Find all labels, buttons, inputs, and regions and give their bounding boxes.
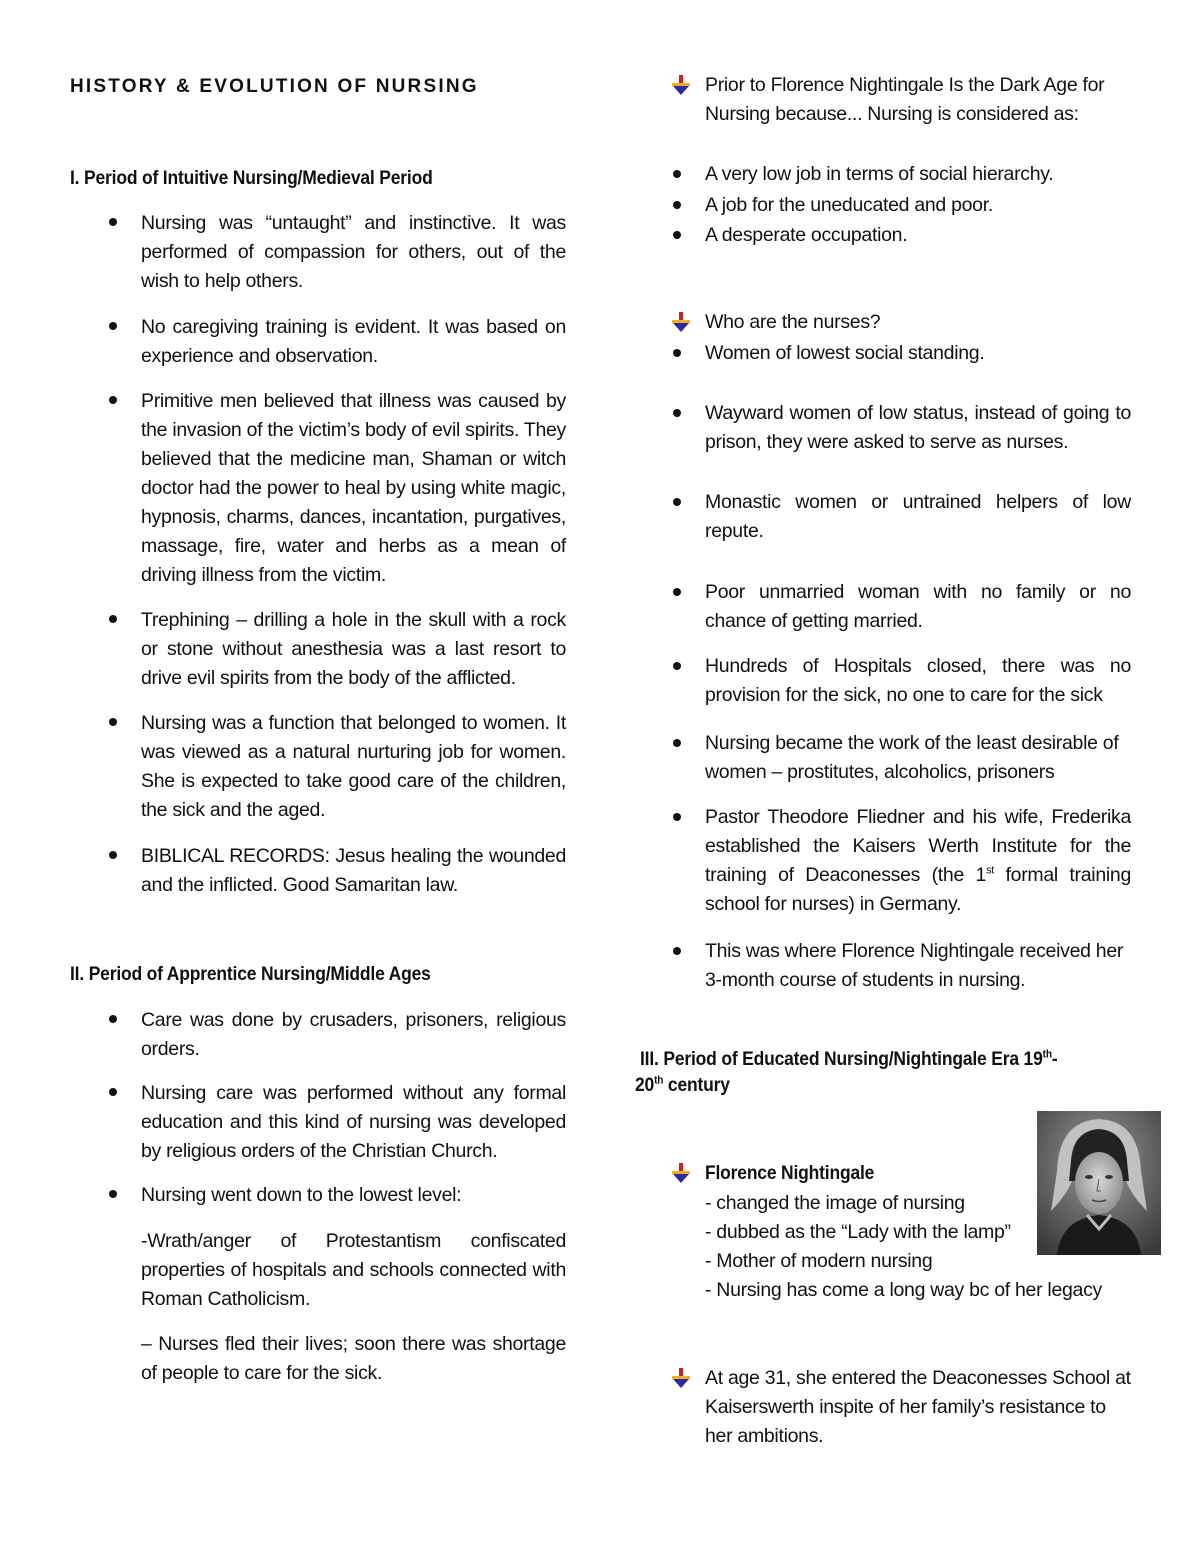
list-item: Monastic women or untrained helpers of low repute. xyxy=(705,491,1131,542)
bullet-icon xyxy=(109,322,117,330)
bullet-icon xyxy=(673,231,681,239)
who-question: Who are the nurses? xyxy=(705,311,881,333)
sub-paragraph: – Nurses fled their lives; soon there was shortage of people to care for the sick. xyxy=(141,1333,566,1384)
bullet-icon xyxy=(673,813,681,821)
superscript-th: th xyxy=(1042,1048,1052,1061)
intro-paragraph: Prior to Florence Nightingale Is the Dark Age for Nursing because... Nursing is considered as: xyxy=(705,74,1105,125)
superscript-st: st xyxy=(986,864,995,877)
section3-heading-line2 xyxy=(635,1075,730,1097)
bullet-icon xyxy=(673,170,681,178)
fn-line: - dubbed as the “Lady with the lamp” xyxy=(705,1221,1011,1243)
bullet-icon xyxy=(673,409,681,417)
fn-line: - Nursing has come a long way bc of her legacy xyxy=(705,1279,1102,1301)
list-item: Women of lowest social standing. xyxy=(705,342,985,364)
arrow-down-bullet-icon xyxy=(670,1162,692,1184)
list-item: Trephining – drilling a hole in the skull with a rock or stone without anesthesia was a last resort to drive evil spirits from the body of the afflicted. xyxy=(141,609,566,689)
list-item: This was where Florence Nightingale received her 3-month course of students in nursing. xyxy=(705,940,1124,991)
bullet-icon xyxy=(673,498,681,506)
section3-heading xyxy=(640,1044,1132,1075)
section2-heading: II. Period of Apprentice Nursing/Middle Ages xyxy=(70,964,431,985)
list-item: Nursing care was performed without any formal education and this kind of nursing was developed by religious orders of the Christian Church. xyxy=(141,1082,566,1162)
heading-part: 20 xyxy=(635,1075,655,1096)
bullet-icon xyxy=(109,615,117,623)
list-item xyxy=(705,803,1131,919)
fliedner-text-a: Pastor Theodore Fliedner and his wife, Frederika established the Kaisers Werth Institute for the training of Deaconesses (the 1 xyxy=(705,806,1131,886)
bullet-icon xyxy=(673,588,681,596)
superscript-th: th xyxy=(654,1074,664,1087)
fn-line: - changed the image of nursing xyxy=(705,1192,965,1214)
list-item: Wayward women of low status, instead of going to prison, they were asked to serve as nurses. xyxy=(705,402,1131,453)
list-item: Poor unmarried woman with no family or no chance of getting married. xyxy=(705,581,1131,632)
list-item: Nursing went down to the lowest level: xyxy=(141,1184,462,1206)
bullet-icon xyxy=(109,218,117,226)
heading-dash: - xyxy=(1051,1049,1058,1070)
age31-paragraph: At age 31, she entered the Deaconesses School at Kaiserswerth inspite of her family’s resistance to her ambitions. xyxy=(705,1367,1131,1447)
list-item: Nursing was “untaught” and instinctive. It was performed of compassion for others, out of the wish to help others. xyxy=(141,212,566,292)
list-item: A desperate occupation. xyxy=(705,224,908,246)
bullet-icon xyxy=(673,947,681,955)
heading-part: III. Period of Educated Nursing/Nightingale Era 19 xyxy=(640,1049,1043,1070)
bullet-icon xyxy=(673,349,681,357)
bullet-icon xyxy=(109,718,117,726)
list-item: Nursing was a function that belonged to women. It was viewed as a natural nurturing job for women. She is expected to take good care of the children, the sick and the aged. xyxy=(141,712,566,821)
list-item: BIBLICAL RECORDS: Jesus healing the wounded and the inflicted. Good Samaritan law. xyxy=(141,845,566,896)
document-title: HISTORY & EVOLUTION OF NURSING xyxy=(70,76,479,97)
bullet-icon xyxy=(673,739,681,747)
list-item: Hundreds of Hospitals closed, there was no provision for the sick, no one to care for the sick xyxy=(705,655,1131,706)
florence-nightingale-name: Florence Nightingale xyxy=(705,1163,875,1184)
list-item: Primitive men believed that illness was caused by the invasion of the victim’s body of evil spirits. They believed that the medicine man, Shaman or witch doctor had the power to heal by using white magic, hypnosis, charms, dances, incantation, purgatives, massage, fire, water and herbs as a mean of driving illness from the victim. xyxy=(141,390,566,586)
heading-part: century xyxy=(663,1075,730,1096)
list-item: Nursing became the work of the least desirable of women – prostitutes, alcoholics, prisoners xyxy=(705,732,1119,783)
florence-nightingale-portrait xyxy=(1037,1111,1161,1255)
bullet-icon xyxy=(109,851,117,859)
fliedner-text-b: formal training school for nurses) in Germany. xyxy=(705,864,1131,915)
bullet-icon xyxy=(109,1015,117,1023)
bullet-icon xyxy=(109,1088,117,1096)
list-item: Care was done by crusaders, prisoners, religious orders. xyxy=(141,1009,566,1060)
sub-paragraph: -Wrath/anger of Protestantism confiscated properties of hospitals and schools connected with Roman Catholicism. xyxy=(141,1230,566,1310)
fn-line: - Mother of modern nursing xyxy=(705,1250,933,1272)
list-item: A very low job in terms of social hierarchy. xyxy=(705,163,1054,185)
arrow-down-bullet-icon xyxy=(670,74,692,96)
section1-heading: I. Period of Intuitive Nursing/Medieval Period xyxy=(70,168,433,189)
arrow-down-bullet-icon xyxy=(670,1367,692,1389)
list-item: A job for the uneducated and poor. xyxy=(705,194,993,216)
bullet-icon xyxy=(109,396,117,404)
bullet-icon xyxy=(673,662,681,670)
list-item: No caregiving training is evident. It was based on experience and observation. xyxy=(141,316,566,367)
bullet-icon xyxy=(109,1190,117,1198)
arrow-down-bullet-icon xyxy=(670,311,692,333)
bullet-icon xyxy=(673,201,681,209)
